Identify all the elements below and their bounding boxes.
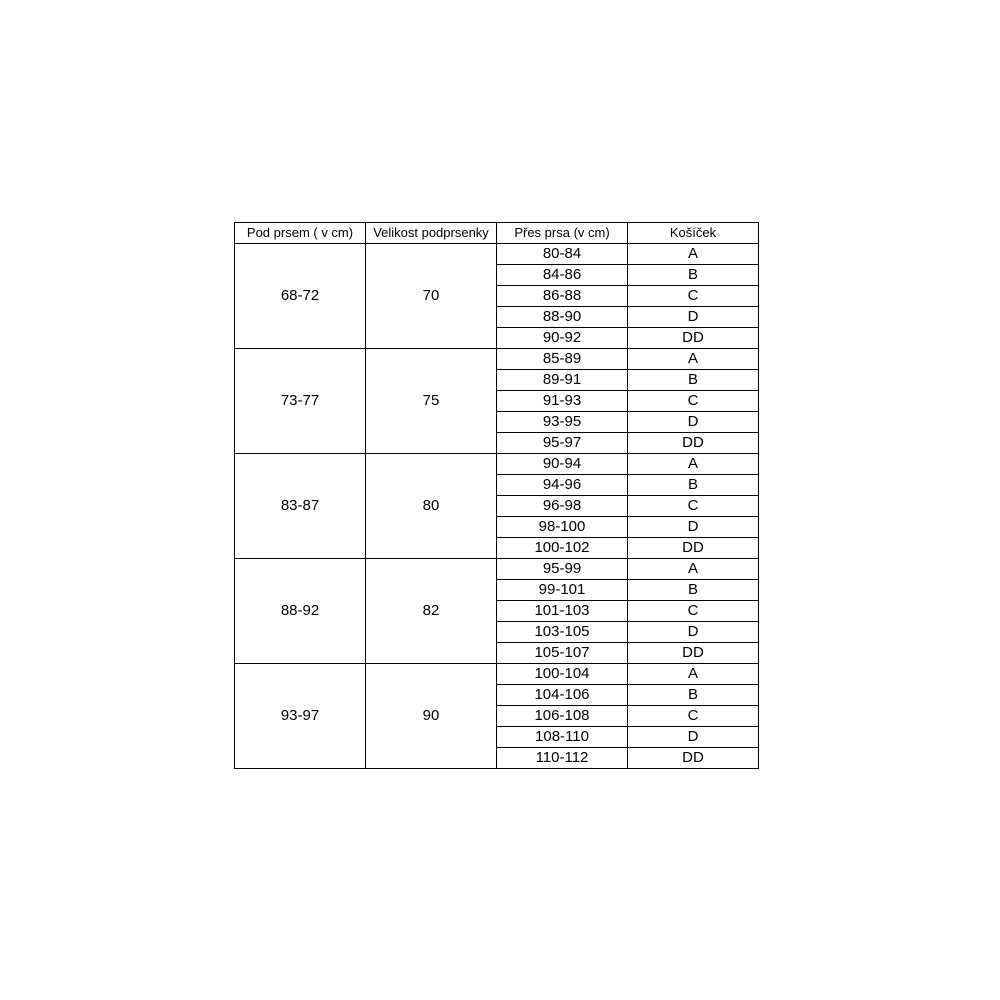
- cup-cell: DD: [628, 328, 759, 349]
- header-cup: Košíček: [628, 223, 759, 244]
- table-row: [235, 559, 759, 580]
- over-bust-cell: 101-103: [497, 601, 628, 622]
- cup-cell: C: [628, 286, 759, 307]
- cup-cell: B: [628, 580, 759, 601]
- cup-cell: D: [628, 622, 759, 643]
- over-bust-cell: 89-91: [497, 370, 628, 391]
- under-bust-cell: 88-92: [235, 559, 366, 664]
- over-bust-cell: 85-89: [497, 349, 628, 370]
- bra-size-cell: 70: [366, 244, 497, 349]
- over-bust-cell: 86-88: [497, 286, 628, 307]
- header-row: [235, 223, 759, 244]
- over-bust-cell: 103-105: [497, 622, 628, 643]
- bra-size-table: [234, 222, 759, 769]
- over-bust-cell: 104-106: [497, 685, 628, 706]
- cup-cell: A: [628, 664, 759, 685]
- over-bust-cell: 95-97: [497, 433, 628, 454]
- over-bust-cell: 95-99: [497, 559, 628, 580]
- over-bust-cell: 90-92: [497, 328, 628, 349]
- cup-cell: C: [628, 391, 759, 412]
- table-row: [235, 454, 759, 475]
- header-over-bust: Přes prsa (v cm): [497, 223, 628, 244]
- cup-cell: A: [628, 349, 759, 370]
- cup-cell: DD: [628, 538, 759, 559]
- cup-cell: C: [628, 496, 759, 517]
- over-bust-cell: 108-110: [497, 727, 628, 748]
- cup-cell: C: [628, 706, 759, 727]
- cup-cell: B: [628, 370, 759, 391]
- cup-cell: D: [628, 517, 759, 538]
- bra-size-cell: 90: [366, 664, 497, 769]
- cup-cell: B: [628, 265, 759, 286]
- over-bust-cell: 91-93: [497, 391, 628, 412]
- cup-cell: D: [628, 307, 759, 328]
- table-row: [235, 664, 759, 685]
- table-row: [235, 244, 759, 265]
- cup-cell: DD: [628, 433, 759, 454]
- cup-cell: C: [628, 601, 759, 622]
- over-bust-cell: 88-90: [497, 307, 628, 328]
- cup-cell: B: [628, 685, 759, 706]
- cup-cell: D: [628, 727, 759, 748]
- bra-size-cell: 75: [366, 349, 497, 454]
- over-bust-cell: 84-86: [497, 265, 628, 286]
- cup-cell: A: [628, 454, 759, 475]
- over-bust-cell: 106-108: [497, 706, 628, 727]
- over-bust-cell: 94-96: [497, 475, 628, 496]
- over-bust-cell: 98-100: [497, 517, 628, 538]
- cup-cell: A: [628, 559, 759, 580]
- bra-size-cell: 82: [366, 559, 497, 664]
- over-bust-cell: 96-98: [497, 496, 628, 517]
- header-under-bust: Pod prsem ( v cm): [235, 223, 366, 244]
- cup-cell: D: [628, 412, 759, 433]
- cup-cell: A: [628, 244, 759, 265]
- header-bra-size: Velikost podprsenky: [366, 223, 497, 244]
- over-bust-cell: 80-84: [497, 244, 628, 265]
- under-bust-cell: 73-77: [235, 349, 366, 454]
- table-body: [235, 244, 759, 769]
- under-bust-cell: 83-87: [235, 454, 366, 559]
- cup-cell: B: [628, 475, 759, 496]
- over-bust-cell: 100-104: [497, 664, 628, 685]
- cup-cell: DD: [628, 748, 759, 769]
- over-bust-cell: 100-102: [497, 538, 628, 559]
- under-bust-cell: 68-72: [235, 244, 366, 349]
- under-bust-cell: 93-97: [235, 664, 366, 769]
- over-bust-cell: 99-101: [497, 580, 628, 601]
- bra-size-cell: 80: [366, 454, 497, 559]
- over-bust-cell: 90-94: [497, 454, 628, 475]
- over-bust-cell: 110-112: [497, 748, 628, 769]
- over-bust-cell: 93-95: [497, 412, 628, 433]
- over-bust-cell: 105-107: [497, 643, 628, 664]
- table-row: [235, 349, 759, 370]
- cup-cell: DD: [628, 643, 759, 664]
